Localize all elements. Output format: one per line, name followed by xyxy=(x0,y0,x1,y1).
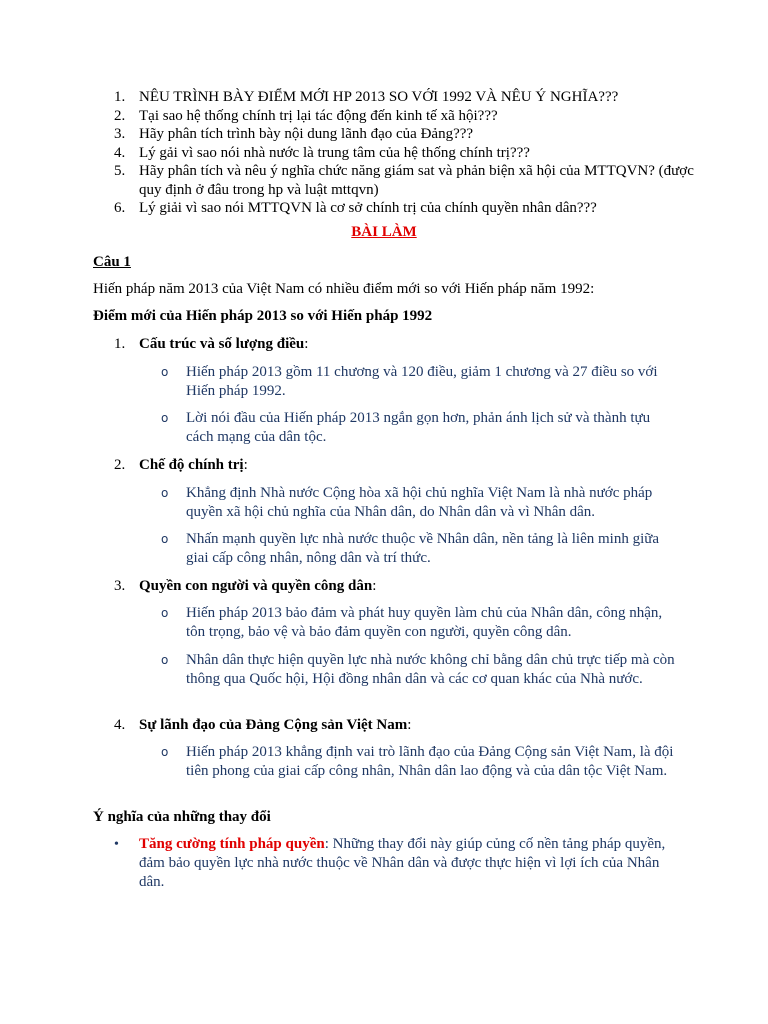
question-list xyxy=(114,88,714,218)
sub-item-text: Hiến pháp 2013 bảo đảm và phát huy quyền làm chủ của Nhân dân, công nhận, tôn trọng, bảo vệ và bảo đảm quyền con người, quyền công dân. xyxy=(186,605,663,640)
bullet-icon: • xyxy=(114,837,119,852)
point-colon: : xyxy=(304,336,309,352)
sub-item-text: Hiến pháp 2013 gồm 11 chương và 120 điều, giảm 1 chương và 27 điều so với Hiến pháp 1992. xyxy=(186,364,658,399)
circle-bullet-icon: o xyxy=(161,606,169,620)
section-title: Điểm mới của Hiến pháp 2013 so với Hiến pháp 1992 xyxy=(93,308,433,324)
question-number: 4. xyxy=(114,144,126,161)
question-text: Lý giải vì sao nói MTTQVN là cơ sở chính trị của chính quyền nhân dân??? xyxy=(139,200,597,216)
meaning-bullet-text: : Những thay đổi này giúp củng cố nền tảng pháp quyền, đảm bảo quyền lực nhà nước thuộc về Nhân dân và được thực hiện vì lợi ích của Nhân dân. xyxy=(139,836,666,890)
question-number: 6. xyxy=(114,200,126,216)
question-item xyxy=(114,162,714,199)
question-number: 3. xyxy=(114,126,126,142)
circle-bullet-icon: o xyxy=(161,411,169,425)
sub-item-text: Hiến pháp 2013 khẳng định vai trò lãnh đạo của Đảng Cộng sản Việt Nam, là đội tiên phong của giai cấp công nhân, Nhân dân lao động và của dân tộc Việt Nam. xyxy=(186,744,674,779)
meaning-bullet-lead: Tăng cường tính pháp quyền xyxy=(139,836,325,852)
circle-bullet-icon: o xyxy=(161,365,169,379)
cau1-label: Câu 1 xyxy=(93,254,131,270)
point-title xyxy=(114,577,694,596)
sub-item xyxy=(161,409,681,447)
circle-bullet-icon: o xyxy=(161,653,169,667)
point-colon: : xyxy=(407,717,412,733)
question-item xyxy=(114,199,714,218)
point-title xyxy=(114,335,694,354)
intro-paragraph: Hiến pháp năm 2013 của Việt Nam có nhiều điểm mới so với Hiến pháp năm 1992: xyxy=(93,281,595,297)
point-title-text: Quyền con người và quyền công dân xyxy=(139,578,373,594)
point-title-text: Cấu trúc và số lượng điều xyxy=(139,336,305,352)
question-item xyxy=(114,125,714,144)
point-number: 1. xyxy=(114,336,126,352)
question-number: 1. xyxy=(114,89,126,105)
sub-item xyxy=(161,530,681,568)
sub-item xyxy=(161,743,681,781)
circle-bullet-icon: o xyxy=(161,745,169,759)
question-number: 5. xyxy=(114,163,126,179)
answer-heading: BÀI LÀM xyxy=(351,224,417,240)
circle-bullet-icon: o xyxy=(161,486,169,500)
sub-item xyxy=(161,604,681,642)
point-number: 3. xyxy=(114,578,126,594)
meaning-bullet xyxy=(114,835,674,892)
sub-item-text: Nhân dân thực hiện quyền lực nhà nước không chỉ bằng dân chủ trực tiếp mà còn thông qua Quốc hội, Hội đồng nhân dân và các cơ quan khác của Nhà nước. xyxy=(186,652,675,687)
point-colon: : xyxy=(243,457,248,473)
question-item xyxy=(114,88,714,107)
sub-item xyxy=(161,363,681,401)
question-text: Lý gải vì sao nói nhà nước là trung tâm của hệ thống chính trị??? xyxy=(139,144,530,161)
point-number: 2. xyxy=(114,457,126,473)
sub-item-text: Lời nói đầu của Hiến pháp 2013 ngắn gọn hơn, phản ánh lịch sử và thành tựu cách mạng của dân tộc. xyxy=(186,410,651,445)
question-item xyxy=(114,144,714,163)
point-title-text: Sự lãnh đạo của Đảng Cộng sản Việt Nam xyxy=(139,717,408,733)
sub-item-text: Khẳng định Nhà nước Cộng hòa xã hội chủ nghĩa Việt Nam là nhà nước pháp quyền xã hội chủ nghĩa của Nhân dân, do Nhân dân và vì Nhân dân. xyxy=(186,485,653,520)
sub-item xyxy=(161,651,681,689)
point-title-text: Chế độ chính trị xyxy=(139,457,244,473)
point-colon: : xyxy=(372,578,377,594)
point-number: 4. xyxy=(114,717,126,733)
point-title xyxy=(114,716,694,735)
question-text: Hãy phân tích trình bày nội dung lãnh đạo của Đảng??? xyxy=(139,126,474,142)
point-title xyxy=(114,456,694,475)
sub-item xyxy=(161,484,681,522)
sub-item-text: Nhấn mạnh quyền lực nhà nước thuộc về Nhân dân, nền tảng là liên minh giữa giai cấp công nhân, nông dân và trí thức. xyxy=(186,531,660,566)
circle-bullet-icon: o xyxy=(161,532,169,546)
question-text: NÊU TRÌNH BÀY ĐIỂM MỚI HP 2013 SO VỚI 1992 VÀ NÊU Ý NGHĨA??? xyxy=(139,89,619,105)
question-text: Hãy phân tích và nêu ý nghĩa chức năng giám sat và phản biện xã hội của MTTQVN? (được quy định ở đâu trong hp và luật mttqvn) xyxy=(139,163,694,198)
question-item xyxy=(114,107,714,126)
meaning-title: Ý nghĩa của những thay đổi xyxy=(93,809,271,825)
question-text: Tại sao hệ thống chính trị lại tác động đến kinh tế xã hội??? xyxy=(139,107,498,124)
question-number: 2. xyxy=(114,107,126,124)
